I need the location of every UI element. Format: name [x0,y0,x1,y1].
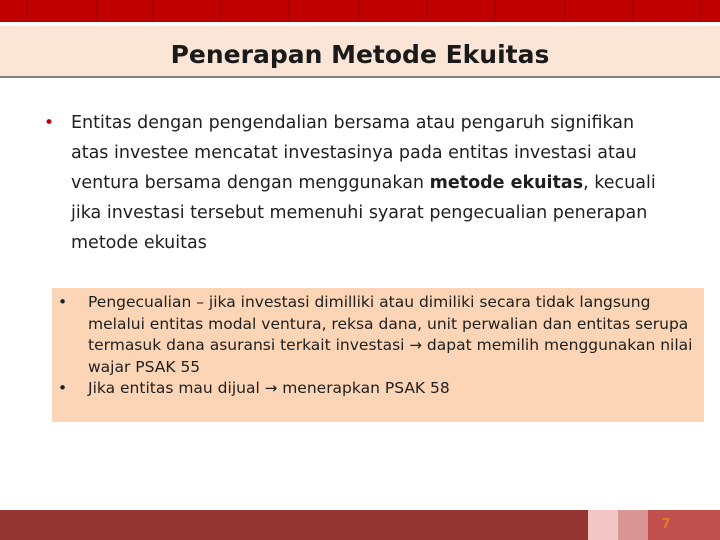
top-bar-segment [526,0,565,22]
top-decorative-bar [0,0,720,22]
top-bar-segment [633,0,664,22]
top-bar-segment [602,0,633,22]
sub-bullet-item [58,378,698,400]
bottom-bar-dark-segment [0,510,588,540]
main-bullet-text-after: , kecuali jika investasi tersebut memenuhi syarat pengecualian penerapan metode ekuitas [71,173,656,253]
main-bullet-text [71,108,664,258]
top-bar-segment [289,0,320,22]
bottom-decorative-bar [0,510,720,540]
top-bar-segment [153,0,190,22]
top-bar-segment [396,0,427,22]
top-bar-segment [359,0,396,22]
arrow-right-icon: → [264,379,278,397]
sub-bullet-text: dapat memilih menggunakan nilai wajar PSAK 55 [88,336,693,376]
page-number-box [648,510,684,540]
sub-bullet-item [58,292,698,378]
sub-bullet-text: Jika entitas mau dijual [88,379,265,397]
page-number: 7 [661,517,671,532]
top-bar-segment [0,0,27,22]
top-bar-segment [458,0,495,22]
sub-bullet-text: menerapkan PSAK 58 [277,379,450,397]
slide-title: Penerapan Metode Ekuitas [170,40,550,69]
top-bar-segment [66,0,97,22]
top-bar-segment [495,0,526,22]
bullet-dot-icon: • [44,113,55,133]
arrow-right-icon: → [409,336,422,354]
top-bar-segment [252,0,289,22]
main-bullet-bold: metode ekuitas [429,173,584,193]
bullet-dot-icon: • [58,293,68,311]
main-bullet-text-before: Entitas dengan pengendalian bersama atau pengaruh signifikan atas investee mencatat investasinya pada entitas investasi atau ventura bersama dengan menggunakan [71,113,637,193]
top-bar-segment [320,0,359,22]
top-bar-segment [565,0,602,22]
top-bar-segment [701,0,720,22]
sub-bullet-text: Pengecualian – jika investasi dimilliki atau dimiliki secara tidak langsung melalui entitas modal ventura, reksa dana, unit perwalian dan entitas serupa termasuk dana asuransi terkait investasi [88,293,689,354]
top-bar-segment [97,0,122,22]
top-bar-segment [427,0,458,22]
bottom-bar-end-segment [684,510,720,540]
sub-bullet-list [58,292,698,400]
bottom-bar-light-segment [588,510,618,540]
bottom-bar-mid-segment [618,510,648,540]
top-bar-segment [27,0,66,22]
top-bar-segment [221,0,252,22]
top-bar-segment [122,0,153,22]
top-bar-segment [190,0,221,22]
top-bar-segment [664,0,701,22]
bullet-dot-icon: • [58,379,68,397]
main-bullet [44,108,664,258]
